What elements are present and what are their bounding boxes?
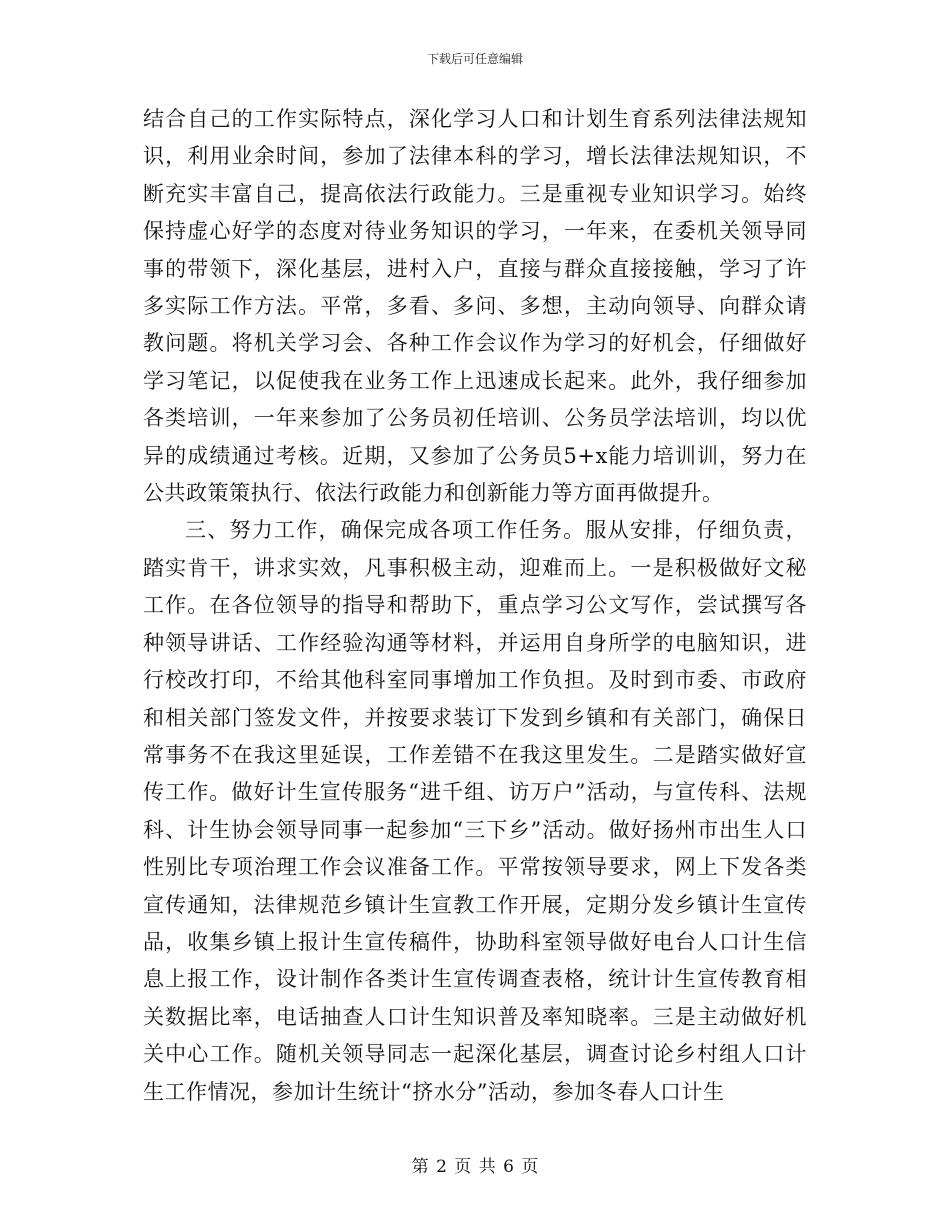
- page-number-footer: 第 2 页 共 6 页: [411, 1157, 539, 1177]
- body-paragraph-1: 结合自己的工作实际特点，深化学习人口和计划生育系列法律法规知识，利用业余时间，参加了法律本科的学习，增长法律法规知识，不断充实丰富自己，提高依法行政能力。三是重视专业知识学习。始终保持虚心好学的态度对待业务知识的学习，一年来，在委机关领导同事的带领下，深化基层，进村入户，直接与群众直接接触，学习了许多实际工作方法。平常，多看、多问、多想，主动向领导、向群众请教问题。将机关学习会、各种工作会议作为学习的好机会，仔细做好学习笔记，以促使我在业务工作上迅速成长起来。此外，我仔细参加各类培训，一年来参加了公务员初任培训、公务员学法培训，均以优异的成绩通过考核。近期，又参加了公务员5+x能力培训训，努力在公共政策策执行、依法行政能力和创新能力等方面再做提升。: [143, 107, 807, 506]
- document-body: [143, 101, 807, 1111]
- body-paragraph-2: 三、努力工作，确保完成各项工作任务。服从安排，仔细负责，踏实肯干，讲求实效，凡事积极主动，迎难而上。一是积极做好文秘工作。在各位领导的指导和帮助下，重点学习公文写作，尝试撰写各种领导讲话、工作经验沟通等材料，并运用自身所学的电脑知识，进行校改打印，不给其他科室同事增加工作负担。及时到市委、市政府和相关部门签发文件，并按要求装订下发到乡镇和有关部门，确保日常事务不在我这里延误，工作差错不在我这里发生。二是踏实做好宣传工作。做好计生宣传服务“进千组、访万户”活动，与宣传科、法规科、计生协会领导同事一起参加“三下乡”活动。做好扬州市出生人口性别比专项治理工作会议准备工作。平常按领导要求，网上下发各类宣传通知，法律规范乡镇计生宣教工作开展，定期分发乡镇计生宣传品，收集乡镇上报计生宣传稿件，协助科室领导做好电台人口计生信息上报工作，设计制作各类计生宣传调查表格，统计计生宣传教育相关数据比率，电话抽查人口计生知识普及率知晓率。三是主动做好机关中心工作。随机关领导同志一起深化基层，调查讨论乡村组人口计生工作情况，参加计生统计“挤水分”活动，参加冬春人口计生: [143, 518, 807, 1104]
- page-header: 下载后可任意编辑: [426, 52, 523, 66]
